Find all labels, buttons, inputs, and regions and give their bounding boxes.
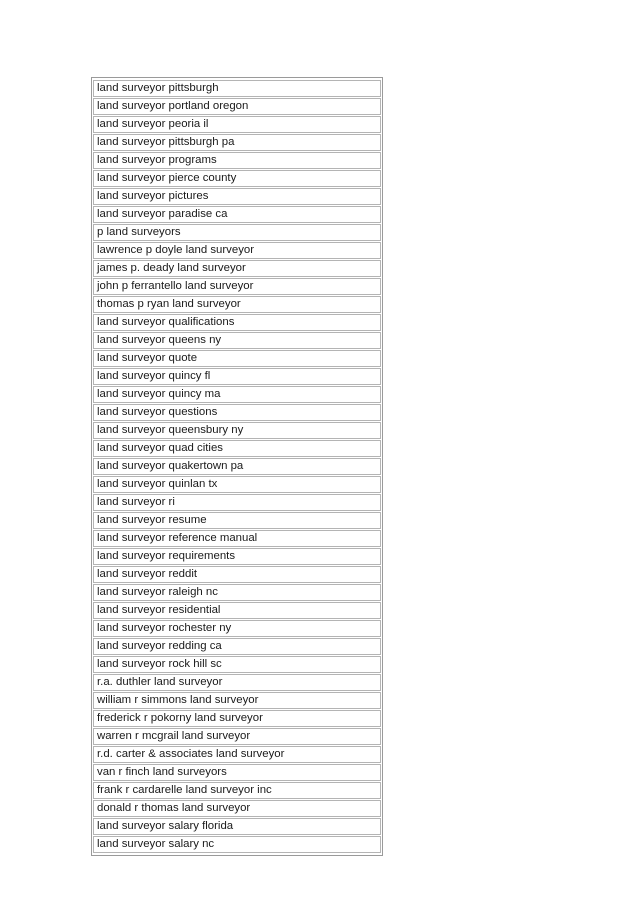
- table-row: [93, 476, 381, 493]
- table-row: [93, 242, 381, 259]
- keyword-cell: james p. deady land surveyor: [93, 260, 381, 277]
- keyword-cell: land surveyor quote: [93, 350, 381, 367]
- table-row: [93, 260, 381, 277]
- keyword-cell: land surveyor quad cities: [93, 440, 381, 457]
- keyword-cell: land surveyor pictures: [93, 188, 381, 205]
- keyword-cell: land surveyor programs: [93, 152, 381, 169]
- keyword-cell: frederick r pokorny land surveyor: [93, 710, 381, 727]
- table-row: [93, 206, 381, 223]
- keyword-cell: land surveyor paradise ca: [93, 206, 381, 223]
- table-row: [93, 296, 381, 313]
- table-row: [93, 548, 381, 565]
- table-row: [93, 458, 381, 475]
- table-row: [93, 170, 381, 187]
- keyword-cell: land surveyor quincy ma: [93, 386, 381, 403]
- keyword-cell: land surveyor salary nc: [93, 836, 381, 853]
- table-row: [93, 404, 381, 421]
- table-row: [93, 224, 381, 241]
- table-row: [93, 80, 381, 97]
- keyword-cell: land surveyor rock hill sc: [93, 656, 381, 673]
- keyword-cell: land surveyor raleigh nc: [93, 584, 381, 601]
- table-row: [93, 152, 381, 169]
- keyword-cell: r.a. duthler land surveyor: [93, 674, 381, 691]
- keyword-cell: land surveyor ri: [93, 494, 381, 511]
- keyword-cell: land surveyor redding ca: [93, 638, 381, 655]
- table-row: [93, 440, 381, 457]
- keyword-cell: land surveyor quinlan tx: [93, 476, 381, 493]
- keyword-cell: lawrence p doyle land surveyor: [93, 242, 381, 259]
- table-row: [93, 728, 381, 745]
- keyword-cell: john p ferrantello land surveyor: [93, 278, 381, 295]
- keyword-cell: van r finch land surveyors: [93, 764, 381, 781]
- keyword-cell: land surveyor pittsburgh: [93, 80, 381, 97]
- table-row: [93, 134, 381, 151]
- keyword-cell: land surveyor portland oregon: [93, 98, 381, 115]
- table-row: [93, 638, 381, 655]
- table-row: [93, 620, 381, 637]
- table-row: [93, 332, 381, 349]
- table-row: [93, 602, 381, 619]
- keyword-cell: william r simmons land surveyor: [93, 692, 381, 709]
- keyword-cell: land surveyor residential: [93, 602, 381, 619]
- keyword-cell: r.d. carter & associates land surveyor: [93, 746, 381, 763]
- table-row: [93, 278, 381, 295]
- table-row: [93, 674, 381, 691]
- keyword-cell: frank r cardarelle land surveyor inc: [93, 782, 381, 799]
- keyword-cell: land surveyor pierce county: [93, 170, 381, 187]
- table-row: [93, 836, 381, 853]
- keyword-cell: land surveyor resume: [93, 512, 381, 529]
- keyword-cell: land surveyor queensbury ny: [93, 422, 381, 439]
- keyword-cell: land surveyor pittsburgh pa: [93, 134, 381, 151]
- keyword-cell: land surveyor reddit: [93, 566, 381, 583]
- table-row: [93, 314, 381, 331]
- table-row: [93, 692, 381, 709]
- table-row: [93, 710, 381, 727]
- table-row: [93, 566, 381, 583]
- keyword-cell: donald r thomas land surveyor: [93, 800, 381, 817]
- table-row: [93, 764, 381, 781]
- table-row: [93, 422, 381, 439]
- table-row: [93, 584, 381, 601]
- keyword-cell: land surveyor requirements: [93, 548, 381, 565]
- table-row: [93, 800, 381, 817]
- table-row: [93, 116, 381, 133]
- table-row: [93, 188, 381, 205]
- table-row: [93, 530, 381, 547]
- table-row: [93, 98, 381, 115]
- keyword-cell: thomas p ryan land surveyor: [93, 296, 381, 313]
- keyword-cell: land surveyor quincy fl: [93, 368, 381, 385]
- table-row: [93, 512, 381, 529]
- table-row: [93, 386, 381, 403]
- keyword-table-body: [93, 80, 381, 853]
- keyword-cell: land surveyor salary florida: [93, 818, 381, 835]
- keyword-cell: land surveyor questions: [93, 404, 381, 421]
- table-row: [93, 656, 381, 673]
- keyword-table: [93, 79, 381, 854]
- keyword-cell: land surveyor quakertown pa: [93, 458, 381, 475]
- keyword-cell: land surveyor rochester ny: [93, 620, 381, 637]
- keyword-cell: warren r mcgrail land surveyor: [93, 728, 381, 745]
- keyword-cell: p land surveyors: [93, 224, 381, 241]
- table-row: [93, 494, 381, 511]
- keyword-cell: land surveyor qualifications: [93, 314, 381, 331]
- keyword-cell: land surveyor queens ny: [93, 332, 381, 349]
- table-row: [93, 782, 381, 799]
- keyword-list-table-frame: [91, 77, 383, 856]
- table-row: [93, 818, 381, 835]
- table-row: [93, 368, 381, 385]
- keyword-cell: land surveyor peoria il: [93, 116, 381, 133]
- table-row: [93, 350, 381, 367]
- keyword-cell: land surveyor reference manual: [93, 530, 381, 547]
- table-row: [93, 746, 381, 763]
